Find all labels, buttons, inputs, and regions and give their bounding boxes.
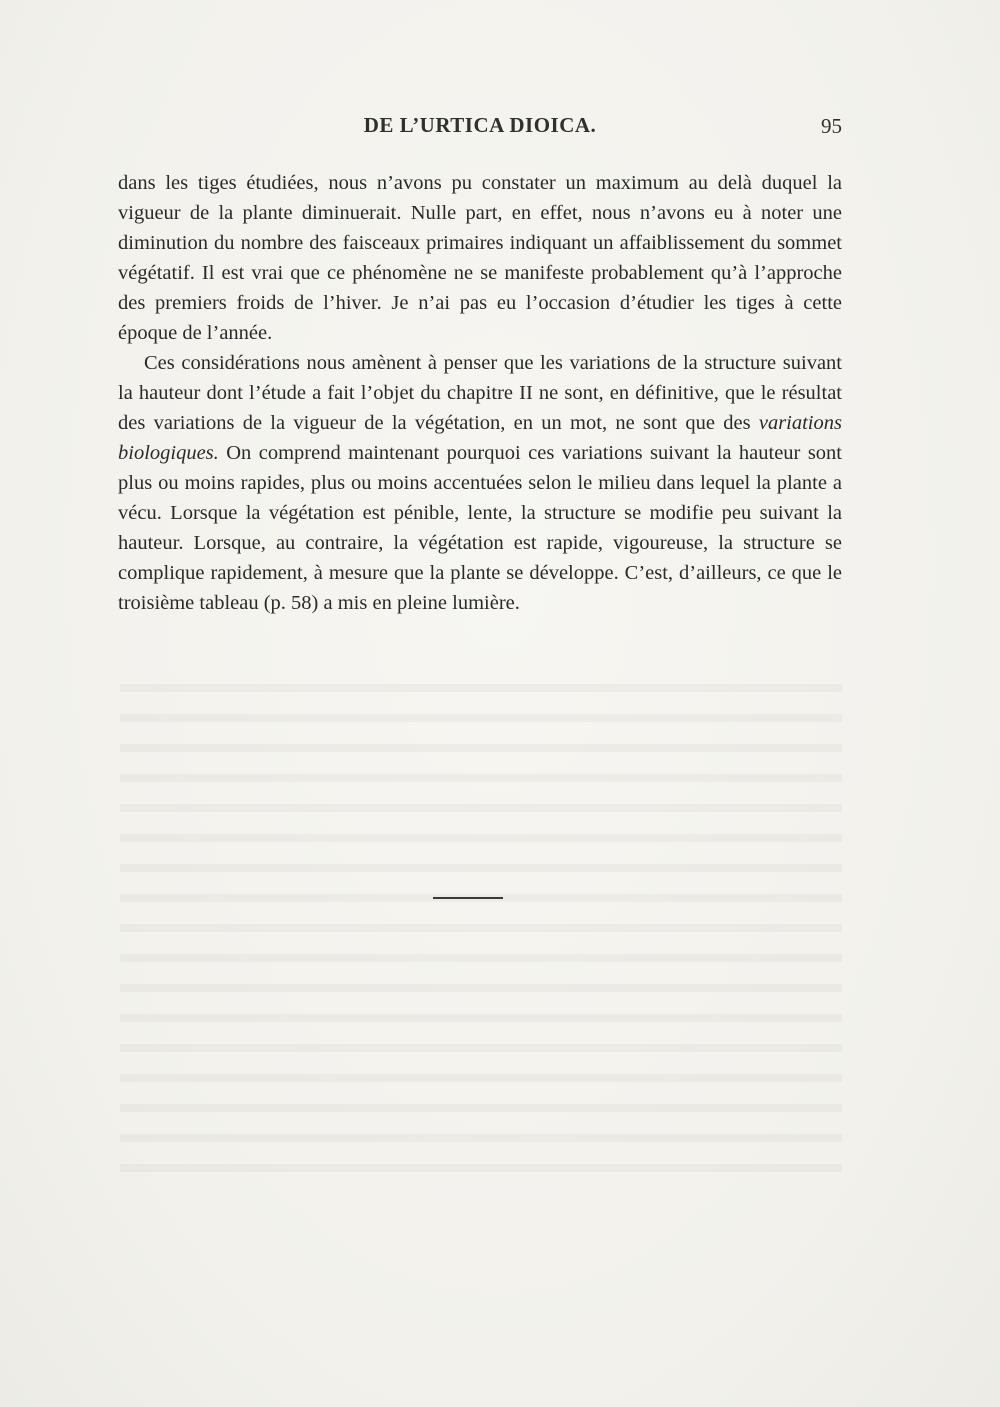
body-text xyxy=(118,168,842,618)
paragraph: dans les tiges étudiées, nous n’avons pu constater un maximum au delà duquel la vigueur de la plante diminuerait. Nulle part, en effet, nous n’avons eu à noter une diminution du nombre des faisceaux primaires indiquant un affaiblissement du sommet végétatif. Il est vrai que ce phénomène ne se manifeste probablement qu’à l’approche des premiers froids de l’hiver. Je n’ai pas eu l’occasion d’étudier les tiges à cette époque de l’année. xyxy=(118,172,842,344)
running-title: DE L’URTICA DIOICA. xyxy=(363,113,597,137)
paragraph-text: Ces considérations nous amènent à penser que les variations de la structure suivant la hauteur dont l’étude a fait l’objet du chapitre II ne sont, en définitive, que le résultat des variations de la vigueur de la végétation, en un mot, ne sont que des xyxy=(118,352,842,434)
page-number: 95 xyxy=(821,114,842,138)
show-through-decoration xyxy=(120,670,842,1190)
paragraph-text: On comprend maintenant pourquoi ces variations suivant la hauteur sont plus ou moins rapides, plus ou moins accentuées selon le milieu dans lequel la plante a vécu. Lorsque la végétation est pénible, lente, la structure se modifie peu suivant la hauteur. Lorsque, au contraire, la végétation est rapide, vigoureuse, la structure se complique rapidement, à mesure que la plante se développe. C’est, d’ailleurs, ce que le troisième tableau (p. 58) a mis en pleine lumière. xyxy=(118,442,842,614)
section-end-rule xyxy=(433,897,503,899)
paragraph xyxy=(118,348,842,618)
running-head xyxy=(118,113,842,143)
italic-term: variations biologiques. xyxy=(118,412,842,464)
